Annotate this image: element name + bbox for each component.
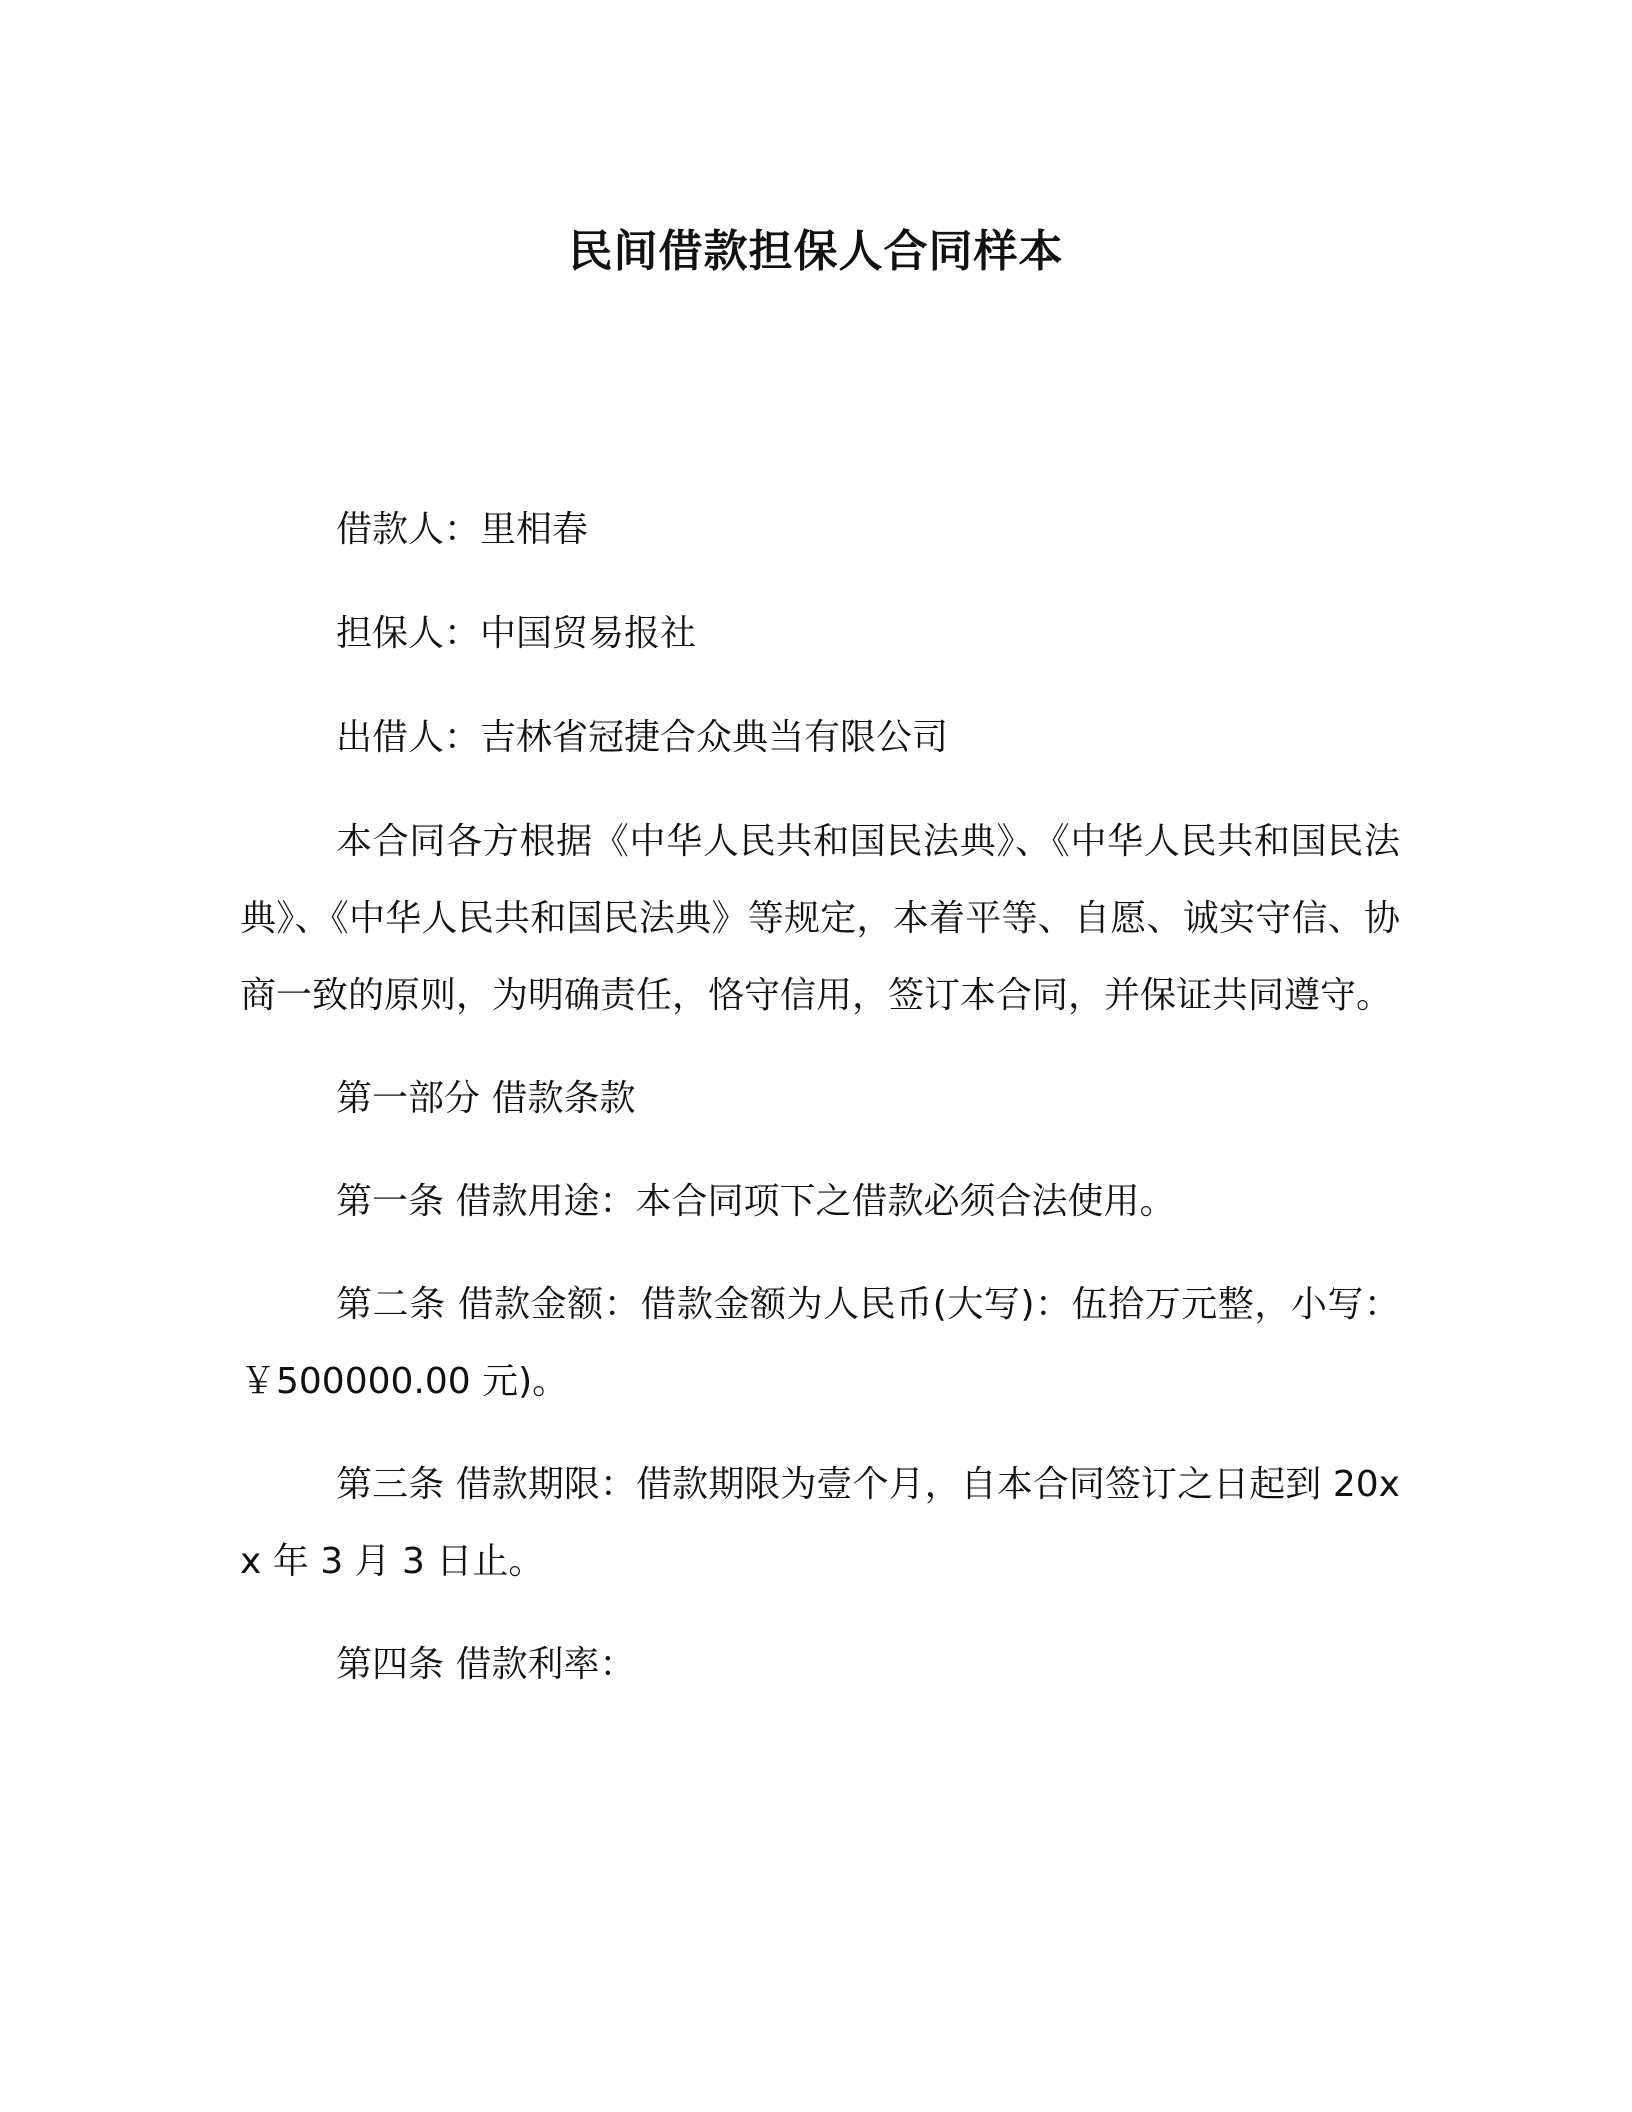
section-heading: 第一部分 借款条款: [336, 1078, 636, 1119]
preamble-paragraph: 本合同各方根据《中华人民共和国民法典》、《中华人民共和国民法典》、《中华人民共和国民法典》等规定，本着平等、自愿、诚实守信、协商一致的原则，为明确责任，恪守信用，签订本合同，并保证共同遵守。: [240, 821, 1400, 1016]
document-body: [240, 491, 1400, 1729]
article-2-paragraph: 第二条 借款金额：借款金额为人民币(大写)：伍拾万元整，小写：￥500000.00 元)。: [240, 1284, 1400, 1402]
borrower-line: 借款人：里相春: [336, 509, 589, 550]
article-1-paragraph: 第一条 借款用途：本合同项下之借款必须合法使用。: [336, 1181, 1176, 1222]
document-title: 民间借款担保人合同样本: [568, 226, 1064, 277]
article-4-paragraph: 第四条 借款利率：: [336, 1644, 636, 1685]
lender-line: 出借人：吉林省冠捷合众典当有限公司: [336, 717, 949, 758]
article-3-paragraph: 第三条 借款期限：借款期限为壹个月，自本合同签订之日起到 20xx 年 3 月 3 日止。: [240, 1464, 1400, 1582]
guarantor-line: 担保人：中国贸易报社: [336, 613, 697, 654]
